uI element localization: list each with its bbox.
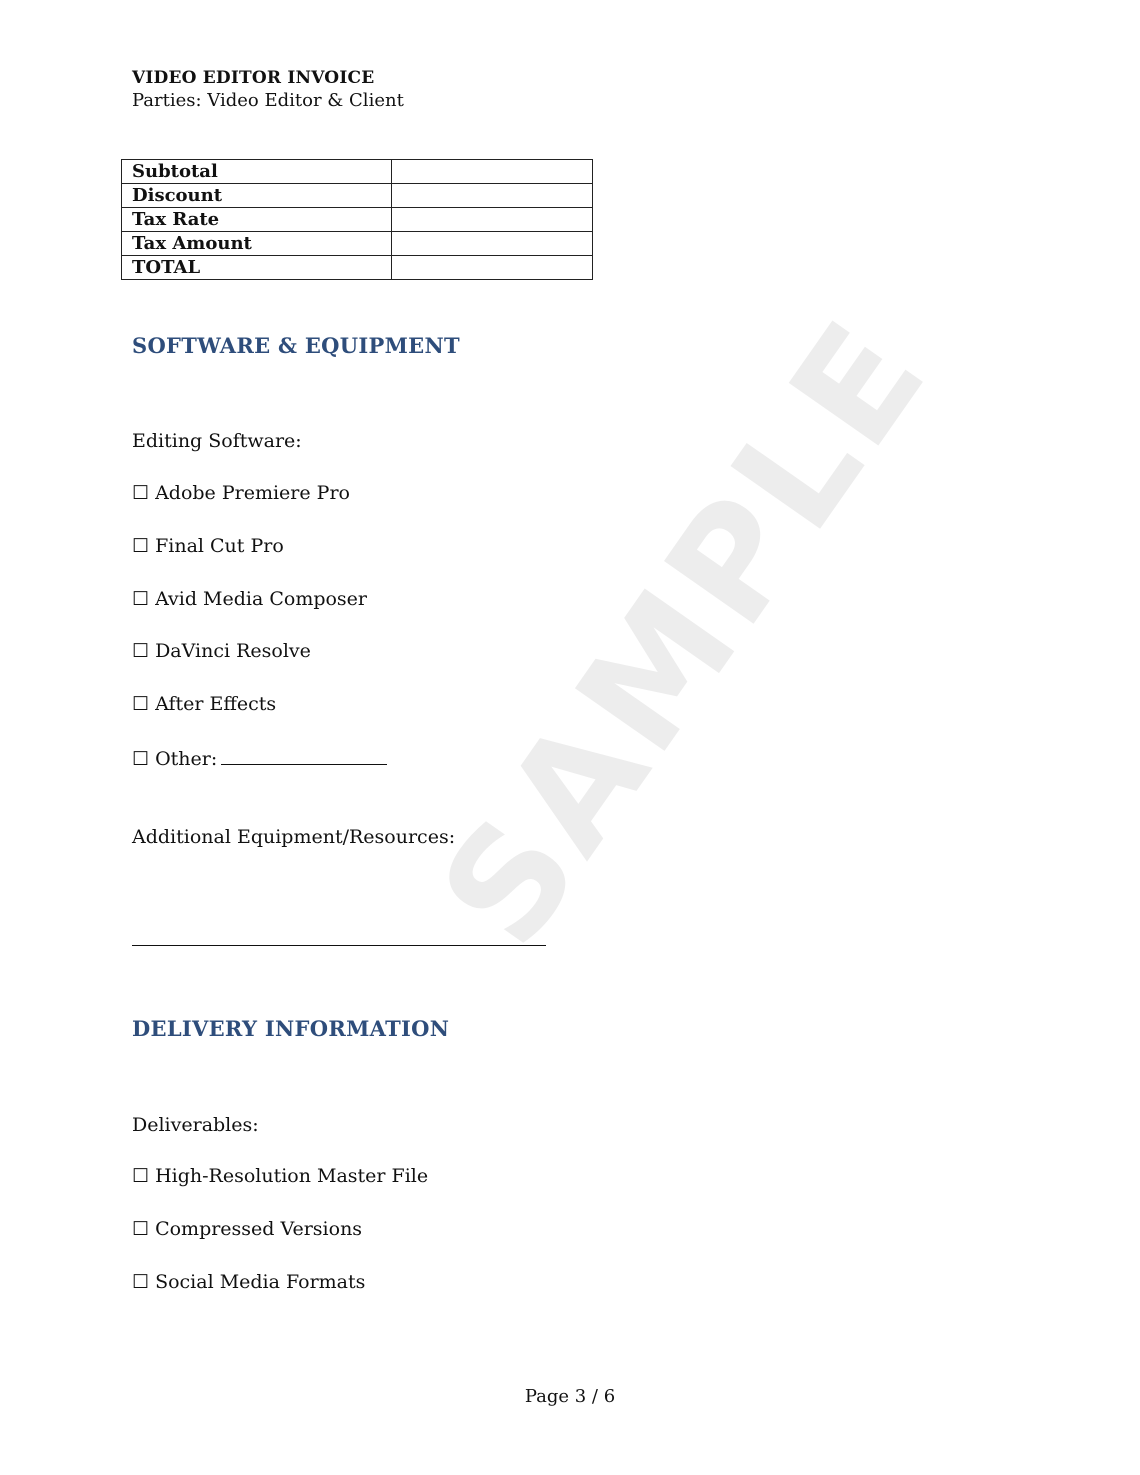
table-row [122, 208, 593, 232]
option-compressed-versions[interactable]: ☐ Compressed Versions [132, 1218, 363, 1240]
option-after-effects[interactable]: ☐ After Effects [132, 693, 277, 715]
editing-software-label: Editing Software: [132, 430, 302, 452]
document-title: VIDEO EDITOR INVOICE [132, 68, 375, 88]
option-avid-media-composer[interactable]: ☐ Avid Media Composer [132, 588, 368, 610]
delivery-information-heading: DELIVERY INFORMATION [132, 1016, 450, 1041]
option-adobe-premiere-pro[interactable]: ☐ Adobe Premiere Pro [132, 482, 350, 504]
tax-rate-value[interactable] [391, 208, 592, 232]
option-other-label: ☐ Other: [132, 748, 218, 770]
discount-label: Discount [122, 184, 392, 208]
option-final-cut-pro[interactable]: ☐ Final Cut Pro [132, 535, 284, 557]
total-value[interactable] [391, 256, 592, 280]
page-number: Page 3 / 6 [524, 1386, 616, 1407]
tax-amount-label: Tax Amount [122, 232, 392, 256]
option-davinci-resolve[interactable]: ☐ DaVinci Resolve [132, 640, 311, 662]
parties-line: Parties: Video Editor & Client [132, 90, 404, 111]
table-row [122, 256, 593, 280]
additional-equipment-blank-line[interactable] [132, 945, 546, 946]
table-row [122, 184, 593, 208]
option-other[interactable] [132, 746, 387, 770]
option-social-media-formats[interactable]: ☐ Social Media Formats [132, 1271, 366, 1293]
table-row [122, 160, 593, 184]
option-high-resolution-master-file[interactable]: ☐ High-Resolution Master File [132, 1165, 429, 1187]
other-blank-line[interactable] [221, 746, 387, 765]
discount-value[interactable] [391, 184, 592, 208]
tax-rate-label: Tax Rate [122, 208, 392, 232]
additional-equipment-label: Additional Equipment/Resources: [132, 826, 456, 848]
subtotal-label: Subtotal [122, 160, 392, 184]
subtotal-value[interactable] [391, 160, 592, 184]
table-row [122, 232, 593, 256]
deliverables-label: Deliverables: [132, 1114, 259, 1136]
totals-table [121, 159, 593, 280]
tax-amount-value[interactable] [391, 232, 592, 256]
software-equipment-heading: SOFTWARE & EQUIPMENT [132, 333, 460, 358]
sample-watermark: SAMPLE [408, 288, 963, 977]
total-label: TOTAL [122, 256, 392, 280]
